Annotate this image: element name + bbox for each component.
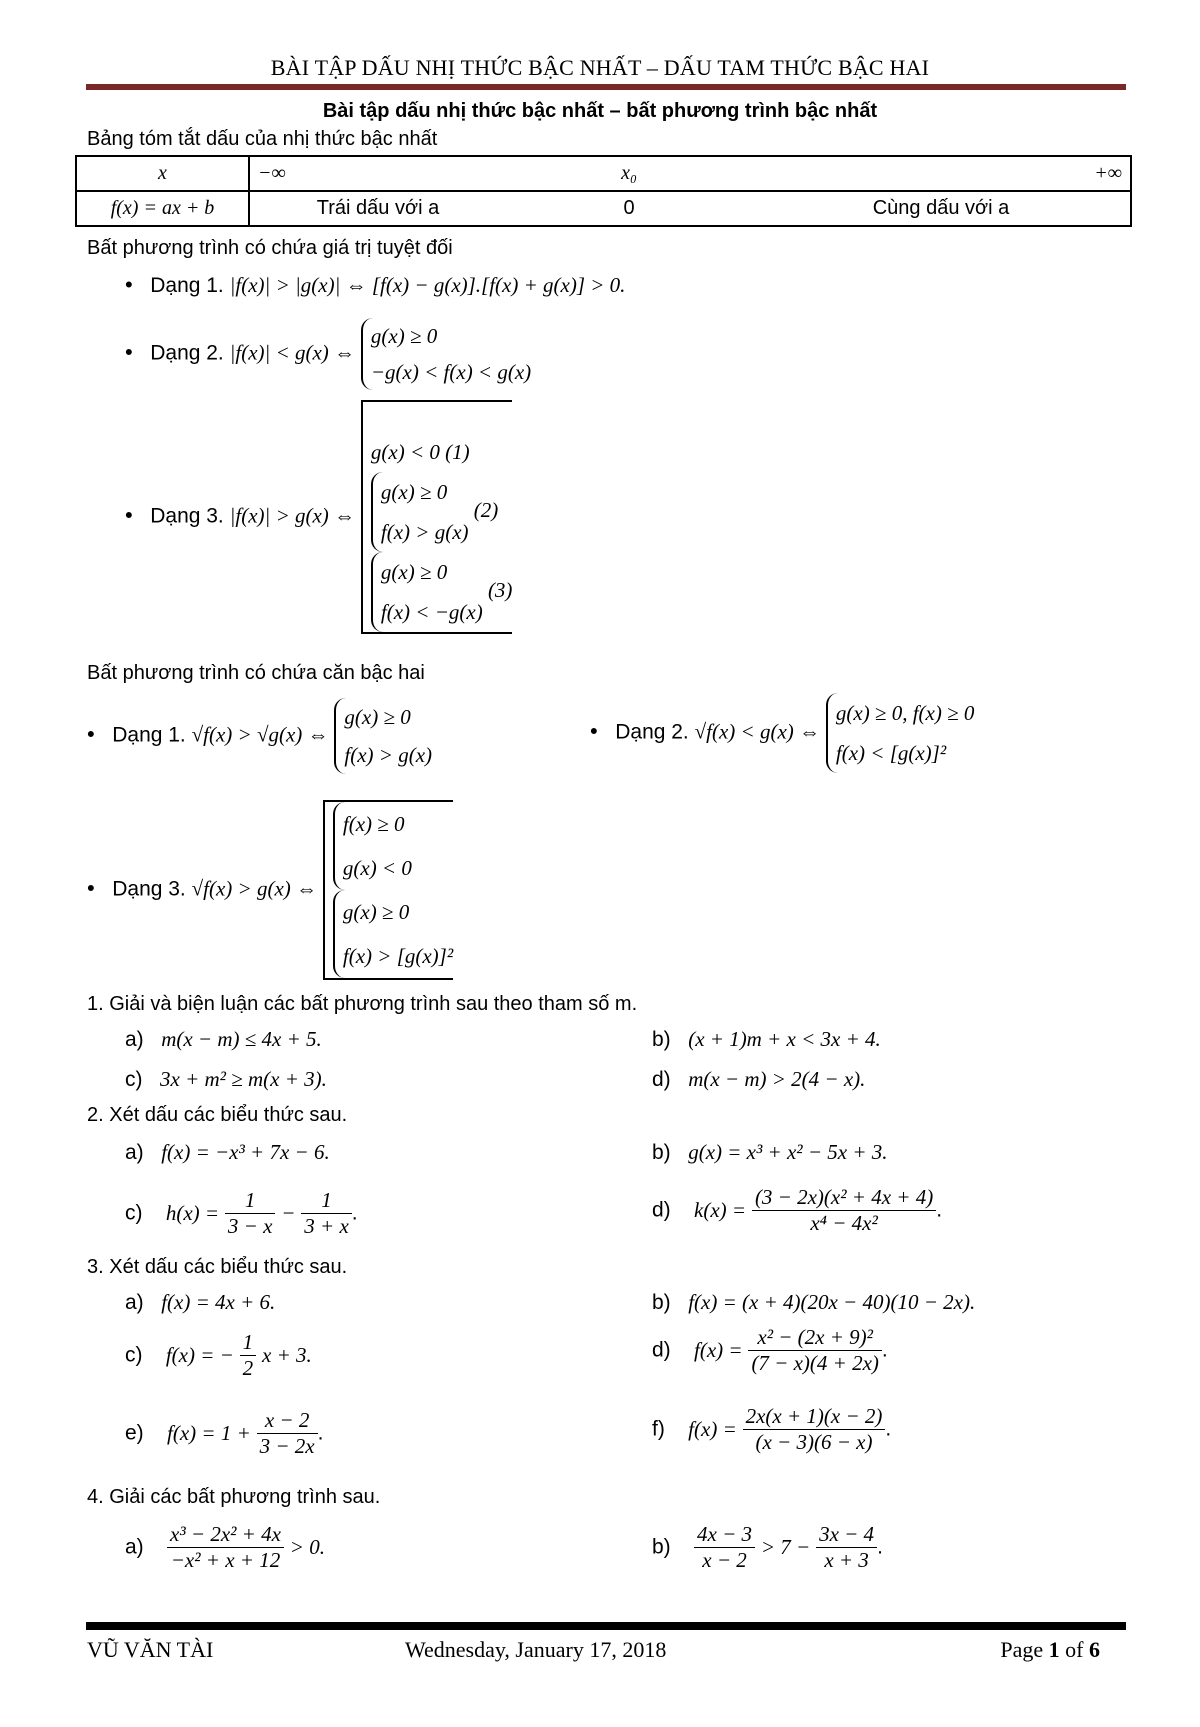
footer-date: Wednesday, January 17, 2018 — [405, 1637, 667, 1662]
bullet-icon: • — [125, 272, 133, 297]
ex1-heading: 1. Giải và biện luận các bất phương trình sau theo tham số m. — [87, 993, 638, 1015]
abs-d2-cond: −g(x) < f(x) < g(x) — [370, 360, 532, 384]
sqrt-d3-label: Dạng 3. — [112, 877, 186, 901]
sqrt-d3-union — [323, 800, 453, 980]
ex3-b: b) f(x) = (x + 4)(20x − 40)(10 − 2x). — [652, 1290, 976, 1314]
ex3-heading: 3. Xét dấu các biểu thức sau. — [87, 1256, 348, 1278]
ex2-heading: 2. Xét dấu các biểu thức sau. — [87, 1104, 348, 1126]
sqrt-d3-left: √f(x) > g(x) ⇔ — [191, 876, 318, 901]
sqrt-dang-3 — [87, 800, 453, 980]
abs-d3-case: g(x) < 0 (1) — [370, 440, 470, 464]
sqrt-d1-system: g(x) ≥ 0 f(x) > g(x) — [334, 698, 432, 774]
ex2-b: b) g(x) = x³ + x² − 5x + 3. — [652, 1140, 888, 1164]
sign-table-cell: x — [76, 156, 249, 191]
sign-table-cell: Trái dấu với a — [249, 191, 506, 226]
ex1-d: d) m(x − m) > 2(4 − x). — [652, 1067, 866, 1091]
summary-heading: Bảng tóm tắt dấu của nhị thức bậc nhất — [87, 128, 438, 150]
bullet-icon: • — [87, 875, 95, 901]
abs-d3-left: |f(x)| > g(x) ⇔ — [229, 503, 356, 528]
abs-d2-system — [361, 318, 531, 390]
ex3-a: a) f(x) = 4x + 6. — [125, 1290, 276, 1314]
section-subtitle: Bài tập dấu nhị thức bậc nhất – bất phương trình bậc nhất — [322, 100, 878, 122]
footer-page: Page 1 of 6 — [1000, 1637, 1100, 1662]
ex3-d: d) f(x) = $\frac{\text{x² − (2x + 9)²}}{(7 - x)(4 + 2x)}$ . — [652, 1325, 888, 1375]
sqrt-d3-case: g(x) ≥ 0 f(x) > [g(x)]² — [333, 890, 453, 978]
sqrt-d3-case: f(x) ≥ 0 g(x) < 0 — [333, 802, 453, 890]
abs-d1-formula: |f(x)| > |g(x)| ⇔ [f(x) − g(x)].[f(x) + g(x)] > 0. — [229, 273, 626, 297]
sign-table-cell: −∞ — [249, 156, 506, 191]
abs-dang-1 — [125, 272, 625, 298]
sqrt-d2-left: √f(x) < g(x) ⇔ — [694, 719, 821, 744]
sign-table-cell: f(x) = ax + b — [76, 191, 249, 226]
abs-d1-label: Dạng 1. — [150, 274, 224, 297]
abs-d3-case: g(x) ≥ 0 f(x) < −g(x) (3) — [371, 552, 513, 632]
ex4-heading: 4. Giải các bất phương trình sau. — [87, 1486, 381, 1508]
ex3-e: e) f(x) = 1 + $\frac{x - 2}{3 - 2x}$ . — [125, 1408, 324, 1458]
sign-table-cell: +∞ — [752, 156, 1131, 191]
bullet-icon: • — [125, 502, 133, 528]
abs-d2-label: Dạng 2. — [150, 341, 224, 365]
sign-table-cell: 0 — [506, 191, 752, 226]
abs-dang-2 — [125, 318, 531, 390]
sqrt-heading: Bất phương trình có chứa căn bậc hai — [87, 662, 425, 684]
bullet-icon: • — [590, 718, 598, 744]
sqrt-d2-label: Dạng 2. — [615, 720, 689, 744]
ex4-a: a) $\frac{\text{x³ − 2x² + 4x}}{\text{−x² + x + 12}}$ > 0. — [125, 1522, 325, 1572]
sqrt-d2-system: g(x) ≥ 0, f(x) ≥ 0 f(x) < [g(x)]² — [826, 693, 975, 773]
abs-d3-case: g(x) ≥ 0 f(x) > g(x) (2) — [371, 472, 513, 552]
bullet-icon: • — [125, 339, 133, 365]
sqrt-dang-2 — [590, 693, 974, 773]
abs-d3-label: Dạng 3. — [150, 504, 224, 528]
abs-dang-3 — [125, 400, 512, 634]
sign-table-cell: Cùng dấu với a — [752, 191, 1131, 226]
ex2-a: a) f(x) = −x³ + 7x − 6. — [125, 1140, 330, 1164]
footer-author: VŨ VĂN TÀI — [87, 1637, 214, 1662]
ex4-b: b) $\frac{4x - 3}{x - 2}$ > 7 − $\frac{3x - 4}{x + 3}$ . — [652, 1522, 883, 1572]
header-rule — [86, 84, 1126, 90]
abs-d2-left: |f(x)| < g(x) ⇔ — [229, 340, 356, 365]
abs-d3-union — [361, 400, 513, 634]
ex1-c: c) 3x + m² ≥ m(x + 3). — [125, 1067, 327, 1091]
page-header-title: BÀI TẬP DẤU NHỊ THỨC BẬC NHẤT – DẤU TAM THỨC BẬC HAI — [270, 55, 930, 80]
sqrt-d1-left: √f(x) > √g(x) ⇔ — [191, 722, 329, 747]
ex1-a: a) m(x − m) ≤ 4x + 5. — [125, 1027, 322, 1051]
ex2-d: d) k(x) = $\frac{\text{(3 − 2x)(x² + 4x + 4)}}{\text{x⁴ − 4x²}}$ . — [652, 1185, 943, 1235]
sqrt-d1-label: Dạng 1. — [112, 723, 186, 747]
abs-d2-cond: g(x) ≥ 0 — [370, 324, 438, 348]
ex3-c: c) f(x) = − $\frac{1}{2}$ x + 3. — [125, 1330, 312, 1380]
footer-rule — [86, 1622, 1126, 1630]
ex2-c: c) h(x) = $\frac{1}{3 - x}$ − $\frac{1}{3 + x}$ . — [125, 1188, 358, 1238]
sign-table-cell: x₀ — [506, 156, 752, 191]
sqrt-dang-1 — [87, 698, 432, 774]
sign-table — [75, 155, 1132, 227]
ex3-f: f) f(x) = $\frac{2x(x + 1)(x - 2)}{(x - 3)(6 - x)}$ . — [652, 1404, 892, 1454]
ex1-b: b) (x + 1)m + x < 3x + 4. — [652, 1027, 881, 1051]
abs-heading: Bất phương trình có chứa giá trị tuyệt đối — [87, 237, 453, 259]
bullet-icon: • — [87, 721, 95, 747]
